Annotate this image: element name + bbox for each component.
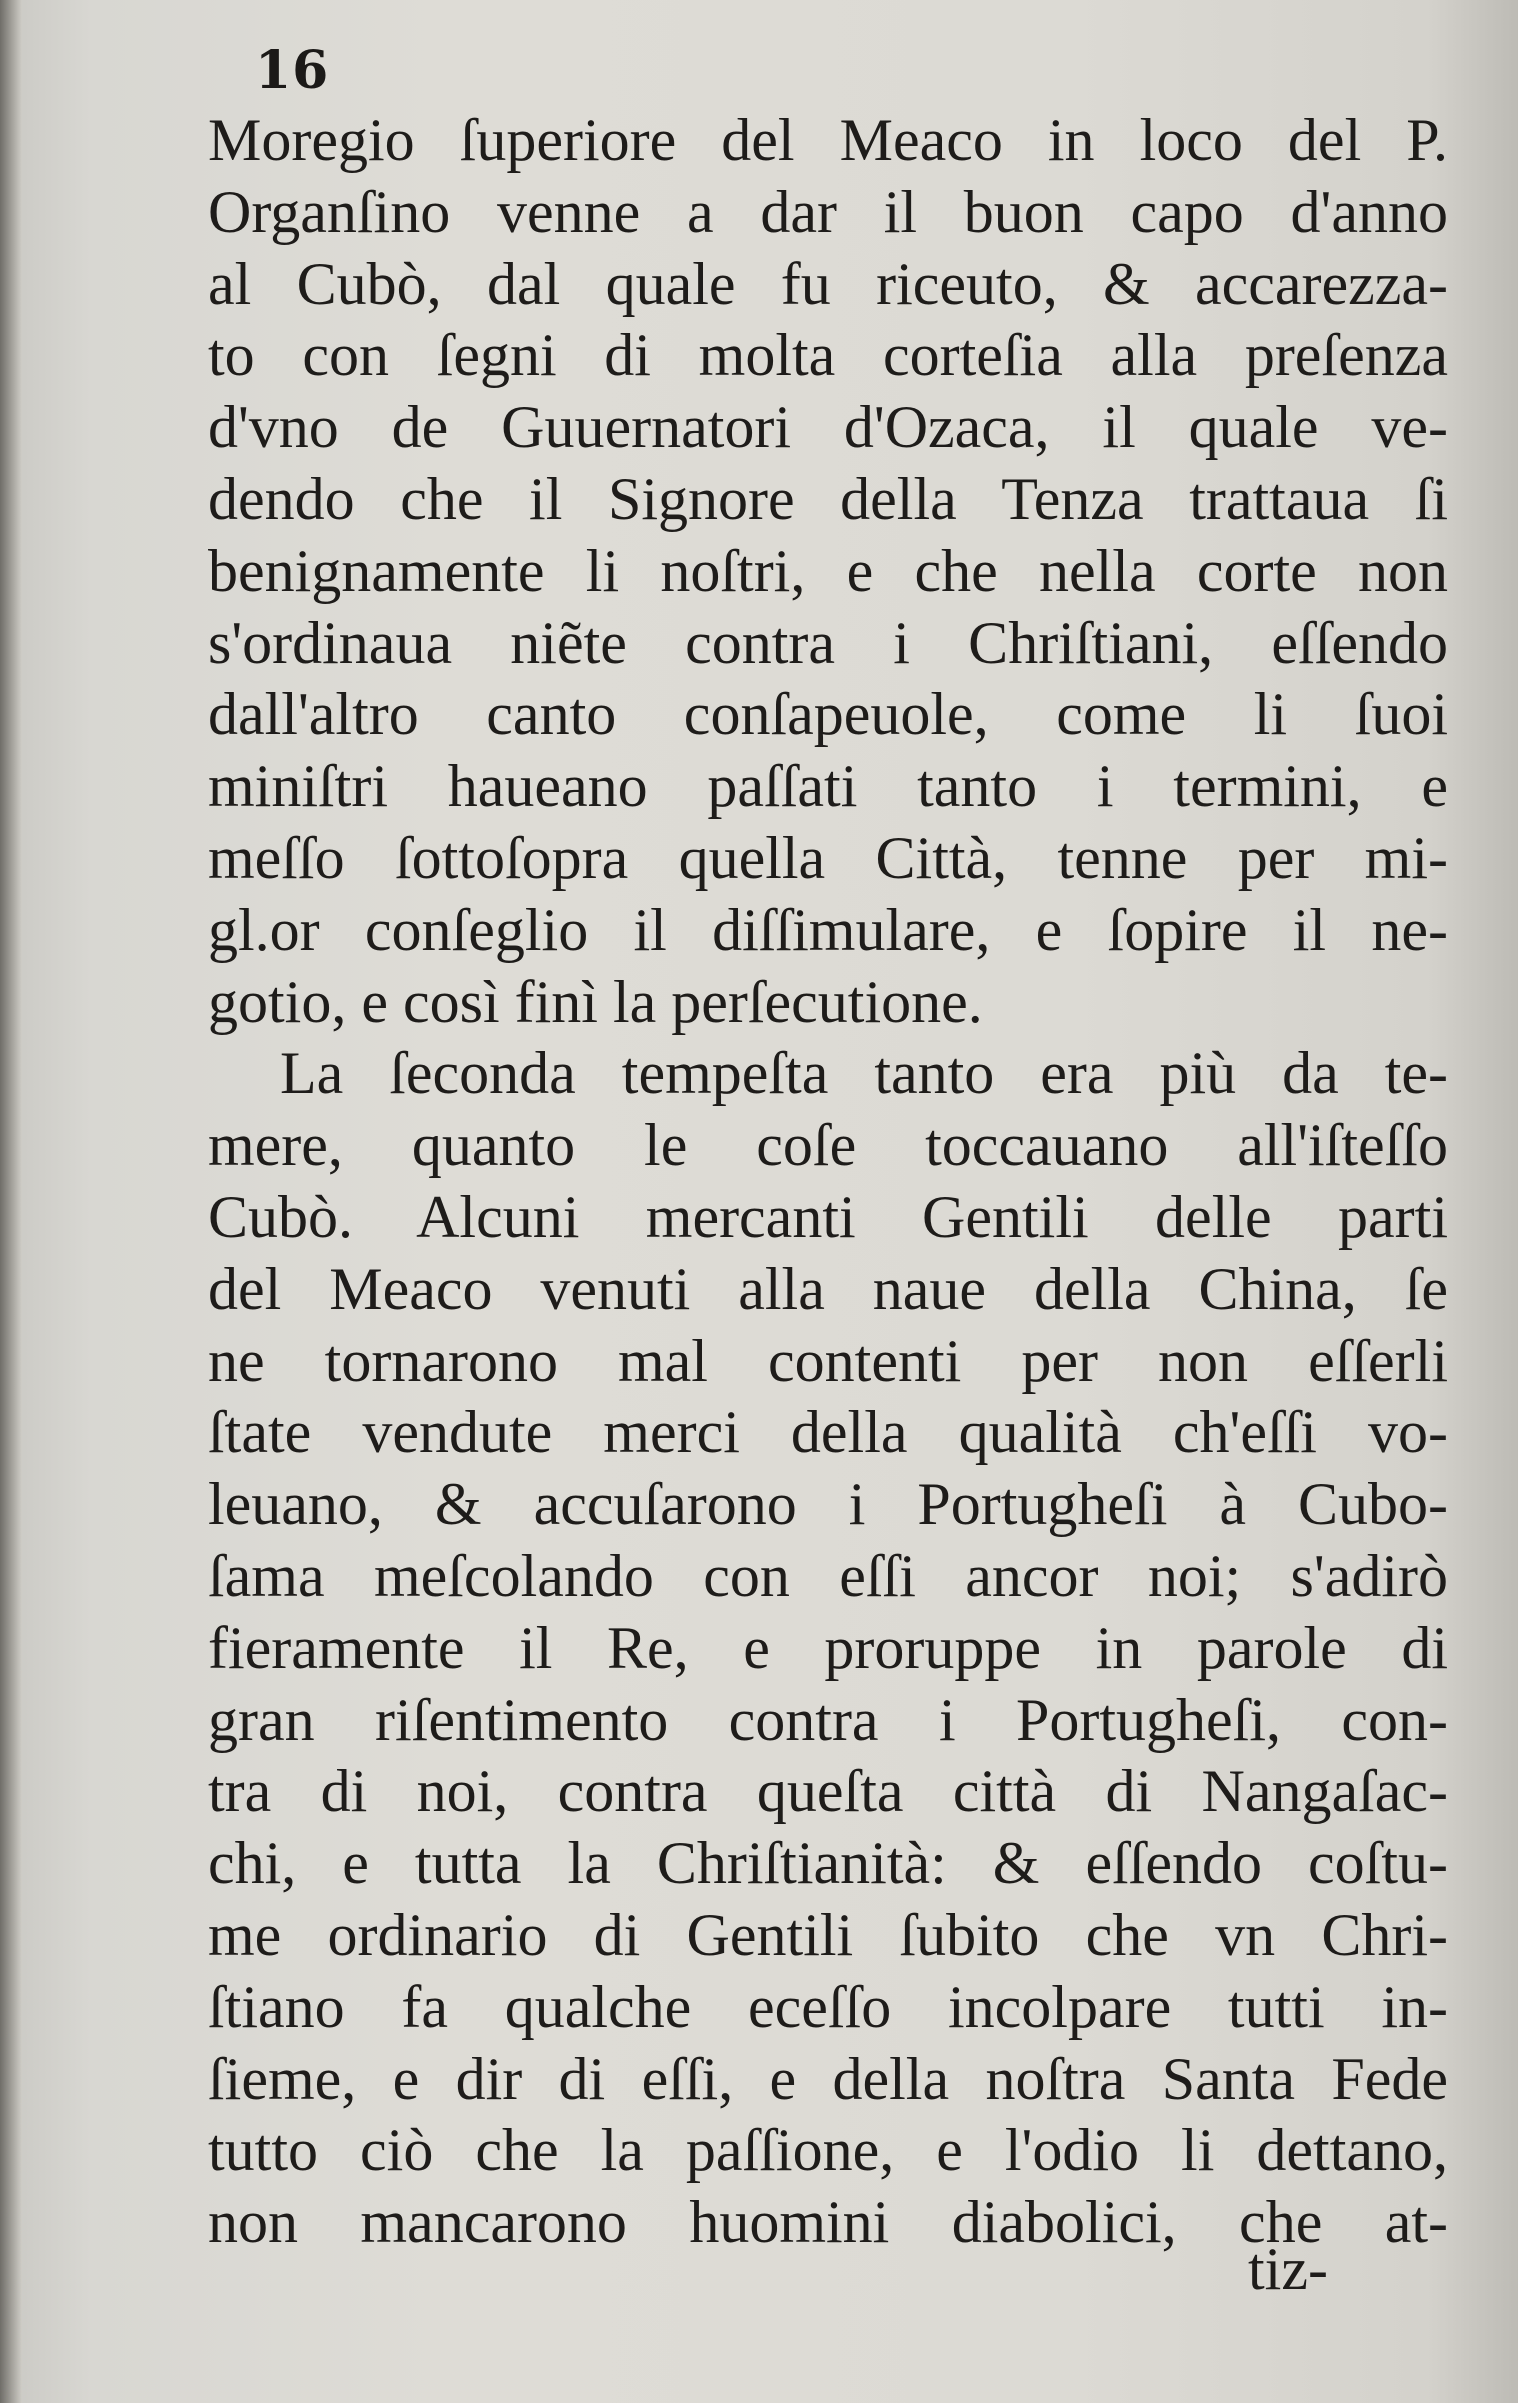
- text-line: mere, quanto le coſe toccauano all'iſteſſo: [208, 1112, 1448, 1179]
- text-line: meſſo ſottoſopra quella Città, tenne per mi-: [208, 824, 1448, 891]
- text-line: non mancarono huomini diabolici, che at-: [208, 2189, 1448, 2256]
- text-line: ne tornarono mal contenti per non eſſerli: [208, 1327, 1448, 1394]
- text-line: miniſtri haueano paſſati tanto i termini, e: [208, 753, 1448, 820]
- text-line: tra di noi, contra queſta città di Nangaſac-: [208, 1758, 1448, 1825]
- text-line: dall'altro canto conſapeuole, come li ſuoi: [208, 681, 1448, 748]
- text-line: gran riſentimento contra i Portugheſi, con-: [208, 1686, 1448, 1753]
- text-line: ſtate vendute merci della qualità ch'eſſi vo-: [208, 1399, 1448, 1466]
- text-line: fieramente il Re, e proruppe in parole di: [208, 1614, 1448, 1681]
- text-line: del Meaco venuti alla naue della China, ſe: [208, 1255, 1448, 1322]
- text-line: me ordinario di Gentili ſubito che vn Chri-: [208, 1901, 1448, 1968]
- catchword: tiz-: [1248, 2236, 1328, 2302]
- text-line: tutto ciò che la paſſione, e l'odio li dettano,: [208, 2117, 1448, 2184]
- text-line: to con ſegni di molta corteſia alla preſenza: [208, 322, 1448, 389]
- text-line: Organſino venne a dar il buon capo d'anno: [208, 178, 1448, 245]
- text-line: dendo che il Signore della Tenza trattaua ſi: [208, 465, 1448, 532]
- text-line: chi, e tutta la Chriſtianità: & eſſendo coſtu-: [208, 1830, 1448, 1897]
- text-line: leuano, & accuſarono i Portugheſi à Cubo-: [208, 1471, 1448, 1538]
- page-number: 16: [255, 40, 330, 101]
- text-line: d'vno de Guuernatori d'Ozaca, il quale ve-: [208, 394, 1448, 461]
- text-line: ſieme, e dir di eſſi, e della noſtra Santa Fede: [208, 2045, 1448, 2112]
- text-line: ſama meſcolando con eſſi ancor noi; s'adirò: [208, 1542, 1448, 1609]
- text-line: s'ordinaua niẽte contra i Chriſtiani, eſſendo: [208, 609, 1448, 676]
- text-line: gl.or conſeglio il diſſimulare, e ſopire il ne-: [208, 896, 1448, 963]
- text-line-indented: La ſeconda tempeſta tanto era più da te-: [280, 1040, 1448, 1107]
- text-line: gotio, e così finì la perſecutione.: [208, 968, 983, 1035]
- text-line: benignamente li noſtri, e che nella corte non: [208, 537, 1448, 604]
- text-line: Moregio ſuperiore del Meaco in loco del P.: [208, 107, 1448, 173]
- text-line: al Cubò, dal quale fu riceuto, & accarezza-: [208, 250, 1448, 317]
- body-text: [208, 105, 1448, 2259]
- text-line: ſtiano fa qualche eceſſo incolpare tutti in-: [208, 1973, 1448, 2040]
- text-line: Cubò. Alcuni mercanti Gentili delle parti: [208, 1183, 1448, 1250]
- page-gutter: [0, 0, 22, 2403]
